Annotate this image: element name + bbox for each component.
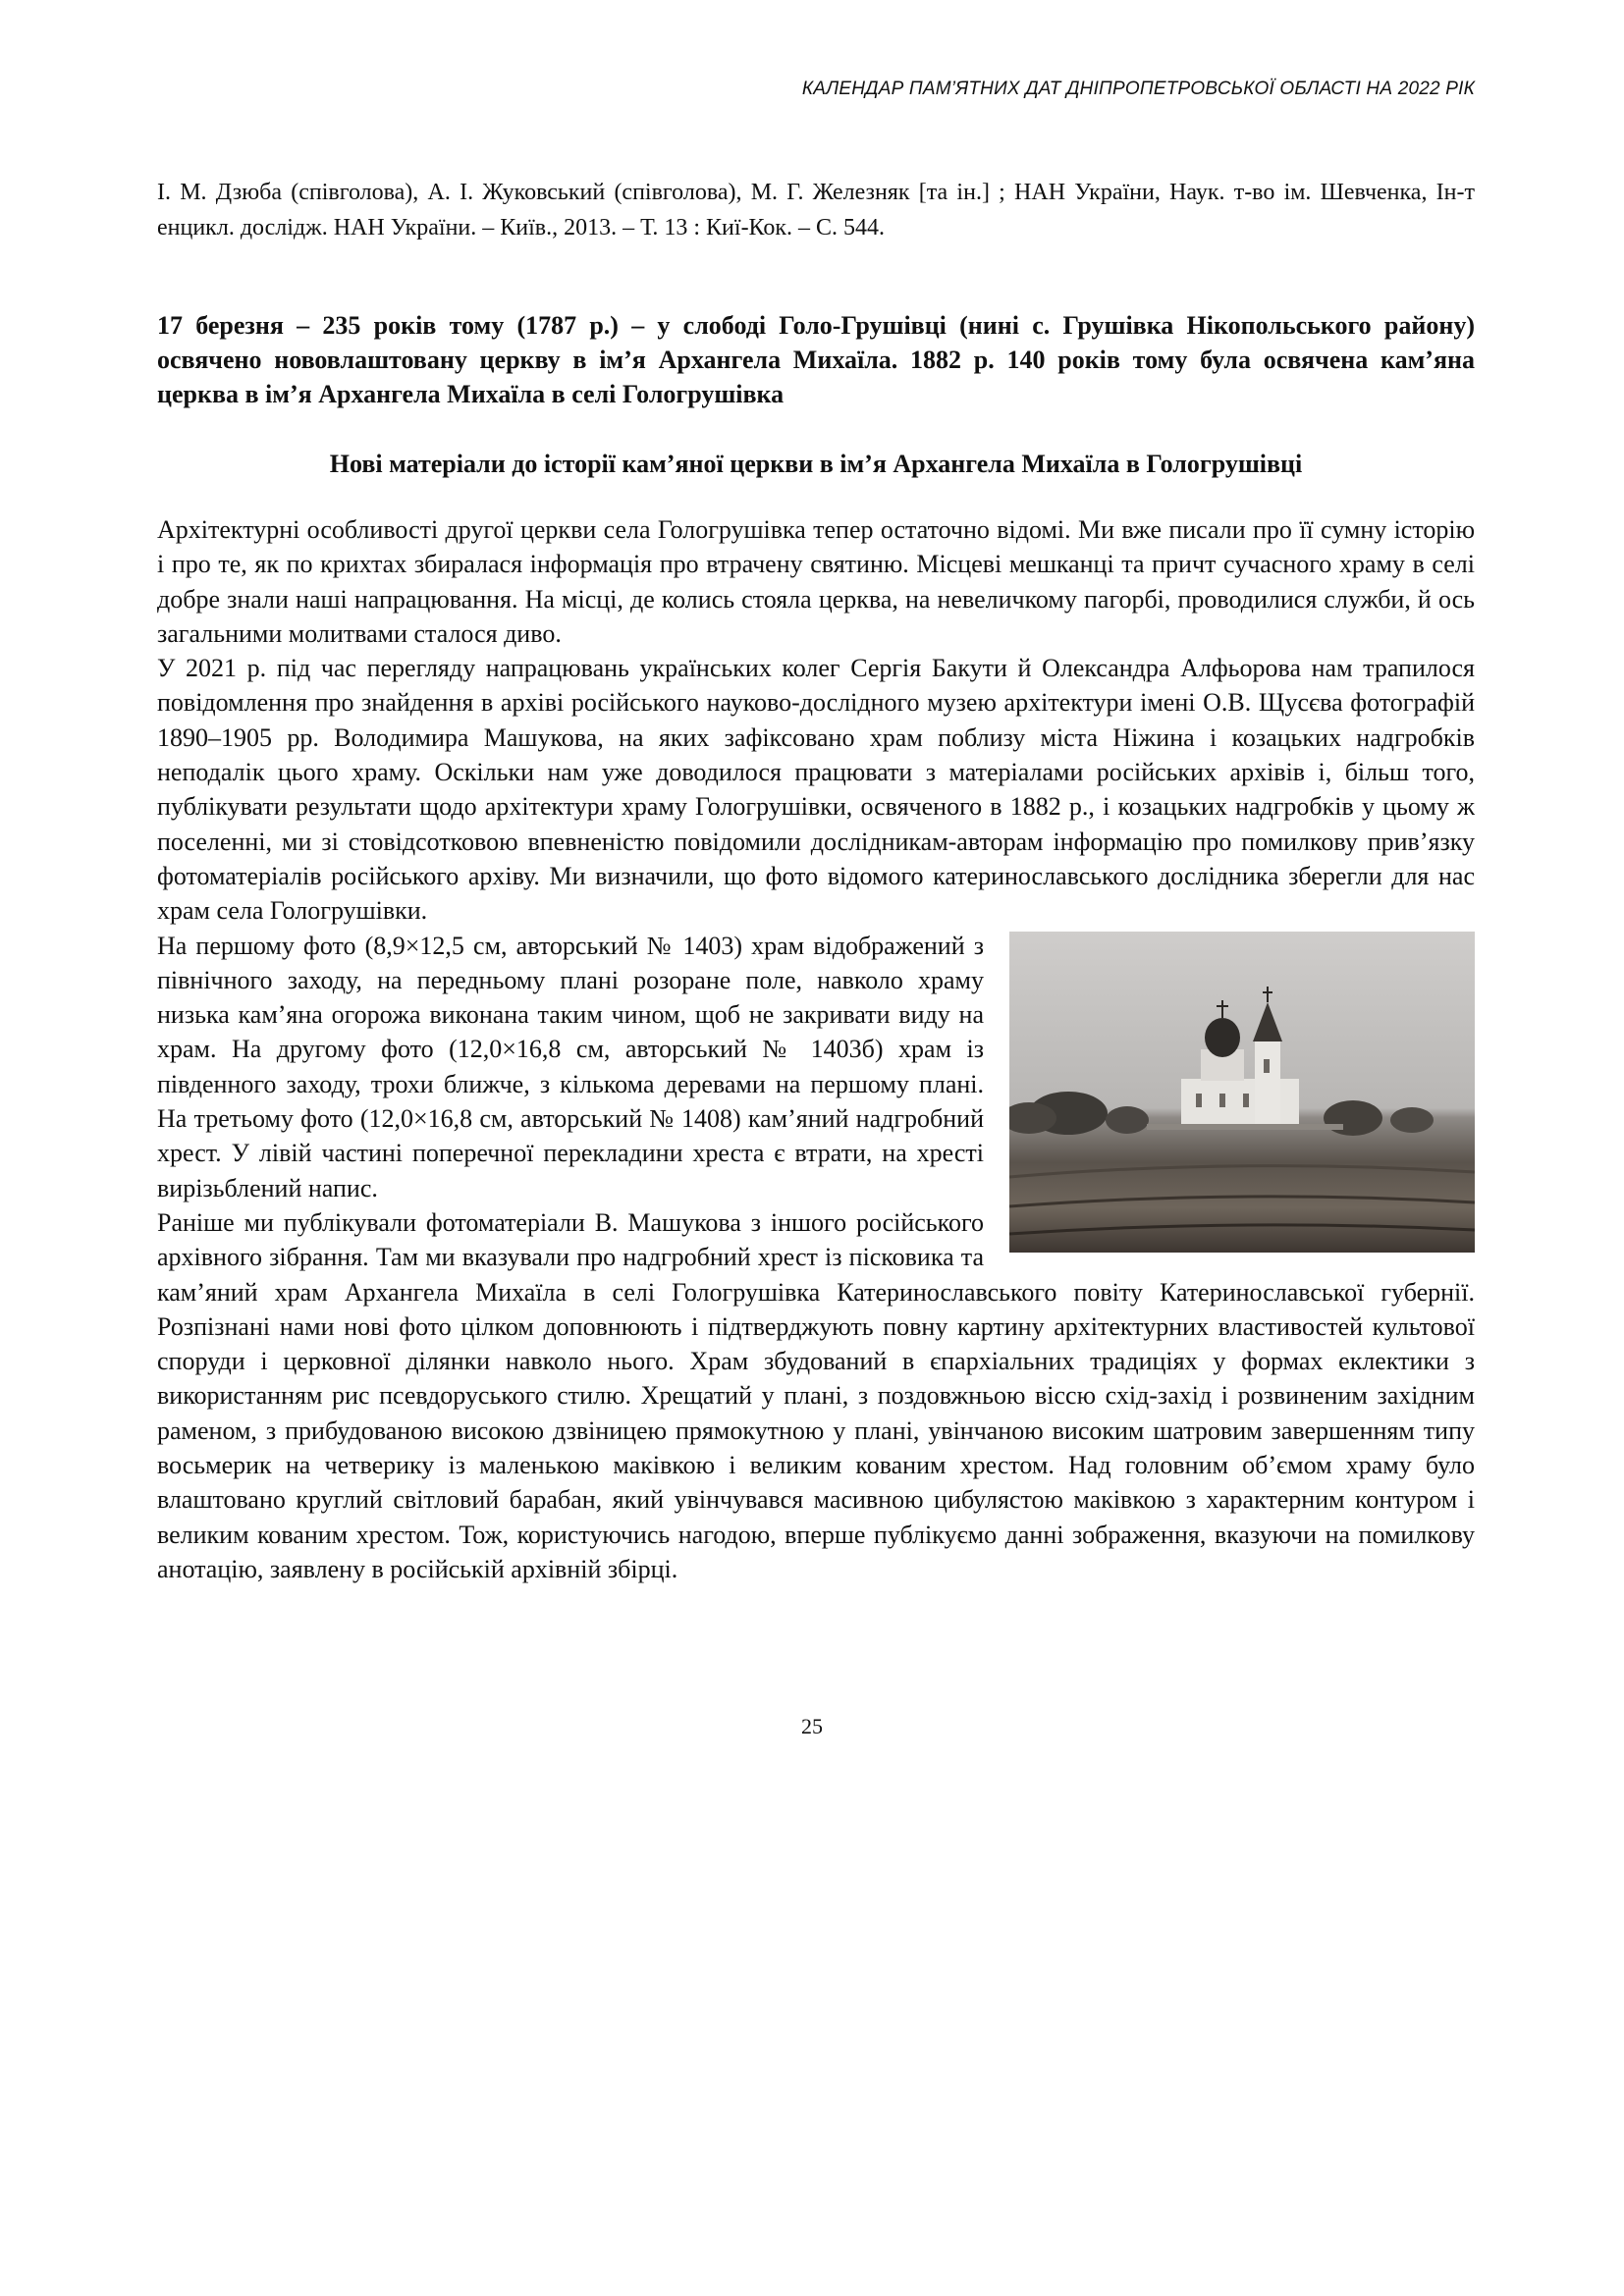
page-header: КАЛЕНДАР ПАМ’ЯТНИХ ДАТ ДНІПРОПЕТРОВСЬКОЇ ОБЛАСТІ НА 2022 РІК [801,79,1475,99]
reference-citation: І. М. Дзюба (співголова), А. І. Жуковський (співголова), М. Г. Железняк [та ін.] ; НАН України, Наук. т-во ім. Шевченка, Ін-т енцикл. дослідж. НАН України. – Київ., 2013. – Т. 13 : Киї-Кок. – С. 544. [157,180,1475,240]
paragraph-2: У 2021 р. під час перегляду напрацювань українських колег Сергія Бакути й Олександра Алфьорова нам трапилося повідомлення про знайдення в архіві російського науково-дослідного музею архітектури імені О.В. Щусєва фотографій 1890–1905 рр. Володимира Машукова, на яких зафіксовано храм поблизу міста Ніжина і козацьких надгробків неподалік цього храму. Оскільки нам уже доводилося працювати з матеріалами російських архівів і, більш того, публікувати результати щодо архітектури храму Гологрушівки, освяченого в 1882 р., і козацьких надгробків у цьому ж поселенні, ми зі стовідсотковою впевненістю повідомили дослідникам-авторам інформацію про помилкову прив’язку фотоматеріалів російського архіву. Ми визначили, що фото відомого катеринославського дослідника зберегли для нас храм села Гологрушівки. [157,654,1475,926]
paragraph-1: Архітектурні особливості другої церкви села Гологрушівка тепер остаточно відомі. Ми вже писали про її сумну історію і про те, як по крихтах збиралася інформація про втрачену святиню. Місцеві мешканці та причт сучасного храму в селі добре знали наші напрацювання. На місці, де колись стояла церква, на невеличкому пагорбі, проводилися служби, й ось загальними молитвами сталося диво. [157,515,1475,648]
page-number: 25 [801,1714,823,1738]
paragraph-4: Раніше ми публікували фотоматеріали В. Машукова з іншого російського архівного зібрання. Там ми вказували про надгробний хрест із пісковика та кам’яний храм Архангела Михаїла в селі Гологрушівка Катеринославського повіту Катеринославської губернії. Розпізнані нами нові фото цілком доповнюють і підтверджують повну картину архітектурних властивостей культової споруди і церковної ділянки навколо нього. Храм збудований в єпархіальних традиціях у формах еклектики з використанням рис псевдоруського стилю. Хрещатий у плані, з поздовжньою віссю схід-захід і розвиненим західним раменом, з прибудованою високою дзвіницею прямокутною у плані, увінчаною високим шатровим завершенням типу восьмерик на четверику із маленькою маківкою і великим кованим хрестом. Над головним об’ємом храму було влаштовано круглий світловий барабан, який увінчувався масивною цибулястою маківкою з характерним контуром і великим кованим хрестом. Тож, користуючись нагодою, вперше публікуємо данні зображення, вказуючи на помилкову анотацію, заявлену в російській архівній збірці. [157,1207,1475,1583]
event-heading: 17 березня – 235 років тому (1787 р.) – у слободі Голо-Грушівці (нині с. Грушівка Нікопольського району) освячено нововлаштовану церкву в ім’я Архангела Михаїла. 1882 р. 140 років тому була освячена кам’яна церква в ім’я Архангела Михаїла в селі Гологрушівка [157,311,1475,408]
paragraph-3: На першому фото (8,9×12,5 см, авторський № 1403) храм відображений з північного заходу, на передньому плані розоране поле, навколо храму низька кам’яна огорожа виконана таким чином, щоб не закривати виду на храм. На другому фото (12,0×16,8 см, авторський № 1403б) храм із південного заходу, трохи ближче, з кількома деревами на першому плані. На третьому фото (12,0×16,8 см, авторський № 1408) кам’яний надгробний хрест. У лівій частині поперечної перекладини хреста є втрати, на хресті вирізьблений напис. [157,931,984,1202]
article-subtitle: Нові матеріали до історії кам’яної церкви в ім’я Архангела Михаїла в Гологрушівці [329,450,1303,478]
article-body [157,512,1475,1586]
church-photo-illustration [1009,932,1475,1253]
church-photo [1009,932,1475,1253]
